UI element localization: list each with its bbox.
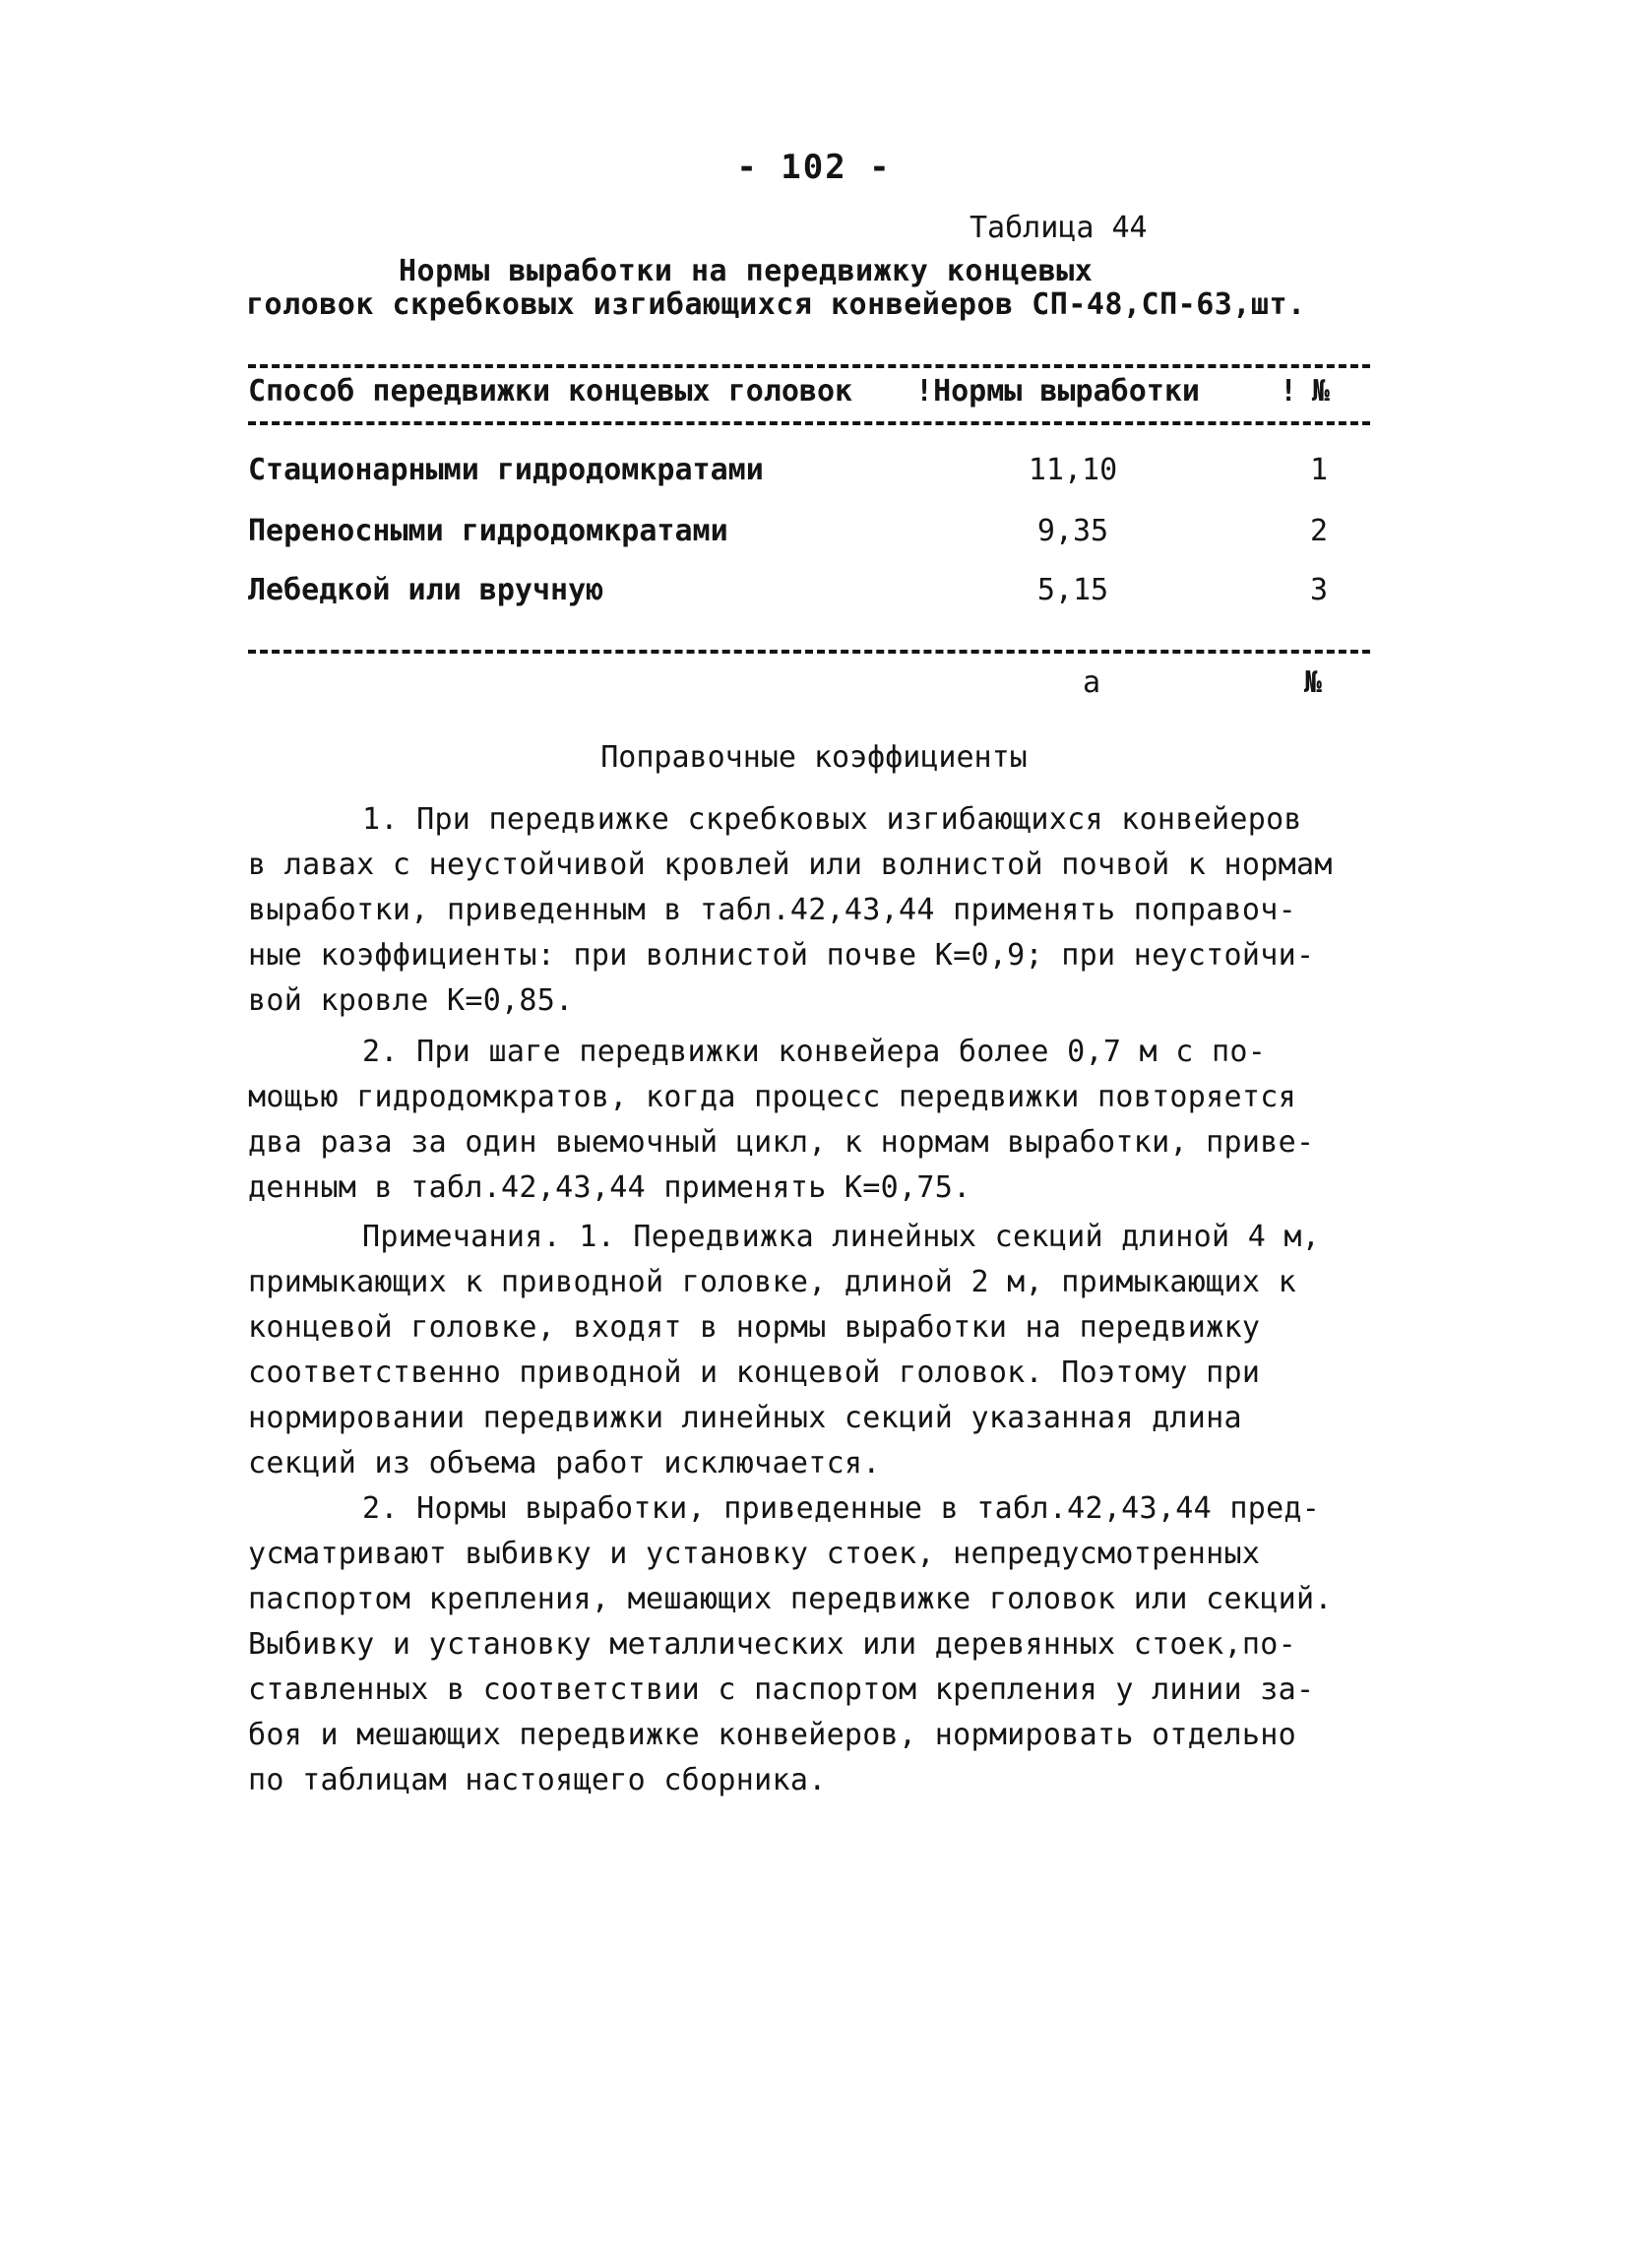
paragraph-line: концевой головке, входят в нормы выработки на передвижку [248,1310,1261,1345]
header-separator: ! [915,374,934,409]
row-method: Стационарными гидродомкратами [248,453,764,487]
table-title-line-2: головок скребковых изгибающихся конвейеров СП-48,СП-63,шт. [246,287,1306,322]
paragraph-line: соответственно приводной и концевой головок. Поэтому при [248,1355,1261,1390]
paragraph-line: вой кровле К=0,85. [248,983,574,1018]
footer-column-number: № [1304,665,1323,700]
paragraph-line: секций из объема работ исключается. [248,1446,881,1480]
paragraph-line: боя и мешающих передвижке конвейеров, нормировать отдельно [248,1718,1296,1752]
paragraph-line: ставленных в соответствии с паспортом крепления у линии за- [248,1672,1315,1707]
notes-paragraph-2 [248,1486,1380,1803]
paragraph-2 [248,1030,1380,1211]
paragraph-line: два раза за один выемочный цикл, к нормам выработки, приве- [248,1125,1315,1160]
footer-column-letter: а [1083,665,1101,700]
header-number: № [1312,374,1331,409]
table-row [0,573,1628,612]
paragraph-line: мощью гидродомкратов, когда процесс передвижки повторяется [248,1080,1296,1114]
header-norms [915,374,1200,409]
paragraph-1 [248,797,1380,1024]
paragraph-line: по таблицам настоящего сборника. [248,1763,827,1797]
table-label: Таблица 44 [970,211,1148,245]
paragraph-line: Выбивку и установку металлических или деревянных стоек,по- [248,1627,1296,1662]
table-top-rule [248,364,1370,368]
header-separator-2: ! [1280,374,1298,409]
paragraph-line: ные коэффициенты: при волнистой почве К=0,9; при неустойчи- [248,938,1315,973]
paragraph-line: 2. Нормы выработки, приведенные в табл.42,43,44 пред- [362,1491,1321,1526]
table-bottom-rule [248,650,1370,654]
row-number: 3 [1309,573,1329,607]
page-number: - 102 - [736,148,892,187]
row-method: Лебедкой или вручную [248,573,604,607]
paragraph-line: денным в табл.42,43,44 применять К=0,75. [248,1170,971,1205]
row-number: 2 [1309,514,1329,548]
row-method: Переносными гидродомкратами [248,514,728,548]
section-title: Поправочные коэффициенты [600,740,1028,775]
row-value: 11,10 [1028,453,1118,487]
paragraph-line: нормировании передвижки линейных секций указанная длина [248,1401,1242,1435]
paragraph-line: усматривают выбивку и установку стоек, непредусмотренных [248,1537,1261,1571]
header-norms-label: Нормы выработки [933,374,1200,409]
paragraph-line: в лавах с неустойчивой кровлей или волнистой почвой к нормам [248,848,1333,882]
table-row [0,514,1628,553]
row-value: 5,15 [1036,573,1109,607]
table-header-rule [248,421,1370,425]
table-row [0,453,1628,492]
header-method: Способ передвижки концевых головок [248,374,853,409]
paragraph-line: 1. При передвижке скребковых изгибающихся конвейеров [362,802,1302,837]
row-number: 1 [1309,453,1329,487]
row-value: 9,35 [1036,514,1109,548]
paragraph-line: паспортом крепления, мешающих передвижке головок или секций. [248,1582,1333,1616]
paragraph-line: примыкающих к приводной головке, длиной 2 м, примыкающих к [248,1265,1296,1299]
paragraph-line: 2. При шаге передвижки конвейера более 0,7 м с по- [362,1035,1267,1069]
table-title-line-1: Нормы выработки на передвижку концевых [399,254,1094,288]
notes-paragraph-1 [248,1215,1380,1486]
paragraph-line: Примечания. 1. Передвижка линейных секций длиной 4 м, [362,1220,1321,1254]
paragraph-line: выработки, приведенным в табл.42,43,44 применять поправоч- [248,893,1296,927]
